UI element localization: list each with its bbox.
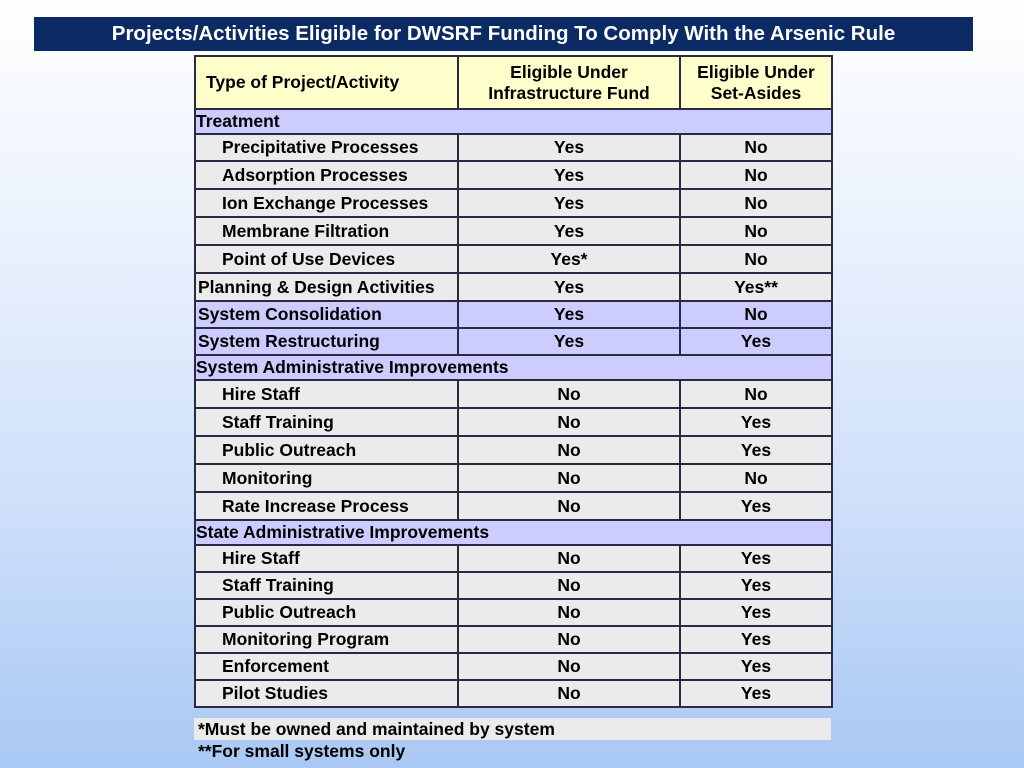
footnote-small-systems: **For small systems only	[198, 741, 406, 761]
row-label: Monitoring Program	[195, 626, 458, 653]
infrastructure-fund-value: No	[458, 380, 680, 408]
infrastructure-fund-value: No	[458, 545, 680, 572]
infrastructure-fund-value: Yes	[458, 217, 680, 245]
header-set-asides	[680, 56, 832, 109]
infrastructure-fund-value: Yes	[458, 189, 680, 217]
set-asides-value: Yes	[680, 545, 832, 572]
table-row	[195, 328, 832, 355]
infrastructure-fund-value: No	[458, 436, 680, 464]
row-label: Adsorption Processes	[195, 161, 458, 189]
set-asides-value: Yes	[680, 599, 832, 626]
category-row	[195, 109, 832, 134]
category-row	[195, 520, 832, 545]
footnote-owned-maintained: *Must be owned and maintained by system	[194, 718, 831, 740]
table-header-row	[195, 56, 832, 109]
row-label: Monitoring	[195, 464, 458, 492]
category-state-admin: State Administrative Improvements	[195, 520, 832, 545]
infrastructure-fund-value: Yes	[458, 301, 680, 328]
set-asides-value: No	[680, 301, 832, 328]
table-row	[195, 245, 832, 273]
infrastructure-fund-value: No	[458, 408, 680, 436]
table-row	[195, 217, 832, 245]
row-label: Point of Use Devices	[195, 245, 458, 273]
row-label: Pilot Studies	[195, 680, 458, 707]
table-row	[195, 680, 832, 707]
infrastructure-fund-value: Yes	[458, 134, 680, 161]
set-asides-value: Yes	[680, 626, 832, 653]
table-row	[195, 161, 832, 189]
header-infrastructure-fund-line2: Infrastructure Fund	[488, 82, 650, 103]
set-asides-value: No	[680, 380, 832, 408]
table-row	[195, 134, 832, 161]
table-row	[195, 464, 832, 492]
infrastructure-fund-value: Yes	[458, 328, 680, 355]
table-row	[195, 572, 832, 599]
infrastructure-fund-value: Yes*	[458, 245, 680, 273]
row-label: Staff Training	[195, 572, 458, 599]
table-row	[195, 301, 832, 328]
header-set-asides-line2: Set-Asides	[710, 82, 802, 103]
set-asides-value: Yes**	[680, 273, 832, 301]
infrastructure-fund-value: No	[458, 653, 680, 680]
row-label-consolidation: System Consolidation	[195, 301, 458, 328]
infrastructure-fund-value: No	[458, 492, 680, 520]
header-infrastructure-fund	[458, 56, 680, 109]
infrastructure-fund-value: Yes	[458, 273, 680, 301]
category-treatment: Treatment	[195, 109, 832, 134]
row-label: Membrane Filtration	[195, 217, 458, 245]
set-asides-value: Yes	[680, 436, 832, 464]
table-row	[195, 653, 832, 680]
table-row	[195, 408, 832, 436]
row-label: Rate Increase Process	[195, 492, 458, 520]
eligibility-table	[194, 55, 833, 708]
header-set-asides-line1: Eligible Under	[697, 62, 815, 83]
row-label: Public Outreach	[195, 599, 458, 626]
row-label: Public Outreach	[195, 436, 458, 464]
set-asides-value: No	[680, 134, 832, 161]
table-row	[195, 189, 832, 217]
table-row	[195, 545, 832, 572]
infrastructure-fund-value: No	[458, 572, 680, 599]
row-label: Enforcement	[195, 653, 458, 680]
set-asides-value: Yes	[680, 653, 832, 680]
table-row	[195, 626, 832, 653]
table-row	[195, 492, 832, 520]
row-label: Precipitative Processes	[195, 134, 458, 161]
infrastructure-fund-value: No	[458, 626, 680, 653]
row-label: Hire Staff	[195, 545, 458, 572]
infrastructure-fund-value: No	[458, 464, 680, 492]
table-row	[195, 436, 832, 464]
infrastructure-fund-value: No	[458, 599, 680, 626]
table-row	[195, 599, 832, 626]
set-asides-value: No	[680, 189, 832, 217]
infrastructure-fund-value: Yes	[458, 161, 680, 189]
row-label: Staff Training	[195, 408, 458, 436]
row-label-planning: Planning & Design Activities	[195, 273, 458, 301]
row-label: Ion Exchange Processes	[195, 189, 458, 217]
row-label-restructuring: System Restructuring	[195, 328, 458, 355]
row-label: Hire Staff	[195, 380, 458, 408]
category-row	[195, 355, 832, 380]
header-project-type: Type of Project/Activity	[195, 56, 458, 109]
table-row	[195, 273, 832, 301]
set-asides-value: Yes	[680, 572, 832, 599]
set-asides-value: Yes	[680, 328, 832, 355]
table-row	[195, 380, 832, 408]
set-asides-value: No	[680, 464, 832, 492]
set-asides-value: No	[680, 161, 832, 189]
set-asides-value: Yes	[680, 408, 832, 436]
header-infrastructure-fund-line1: Eligible Under	[510, 62, 628, 83]
set-asides-value: No	[680, 217, 832, 245]
set-asides-value: Yes	[680, 680, 832, 707]
set-asides-value: No	[680, 245, 832, 273]
infrastructure-fund-value: No	[458, 680, 680, 707]
category-system-admin: System Administrative Improvements	[195, 355, 832, 380]
set-asides-value: Yes	[680, 492, 832, 520]
slide-title: Projects/Activities Eligible for DWSRF Funding To Comply With the Arsenic Rule	[34, 17, 973, 51]
